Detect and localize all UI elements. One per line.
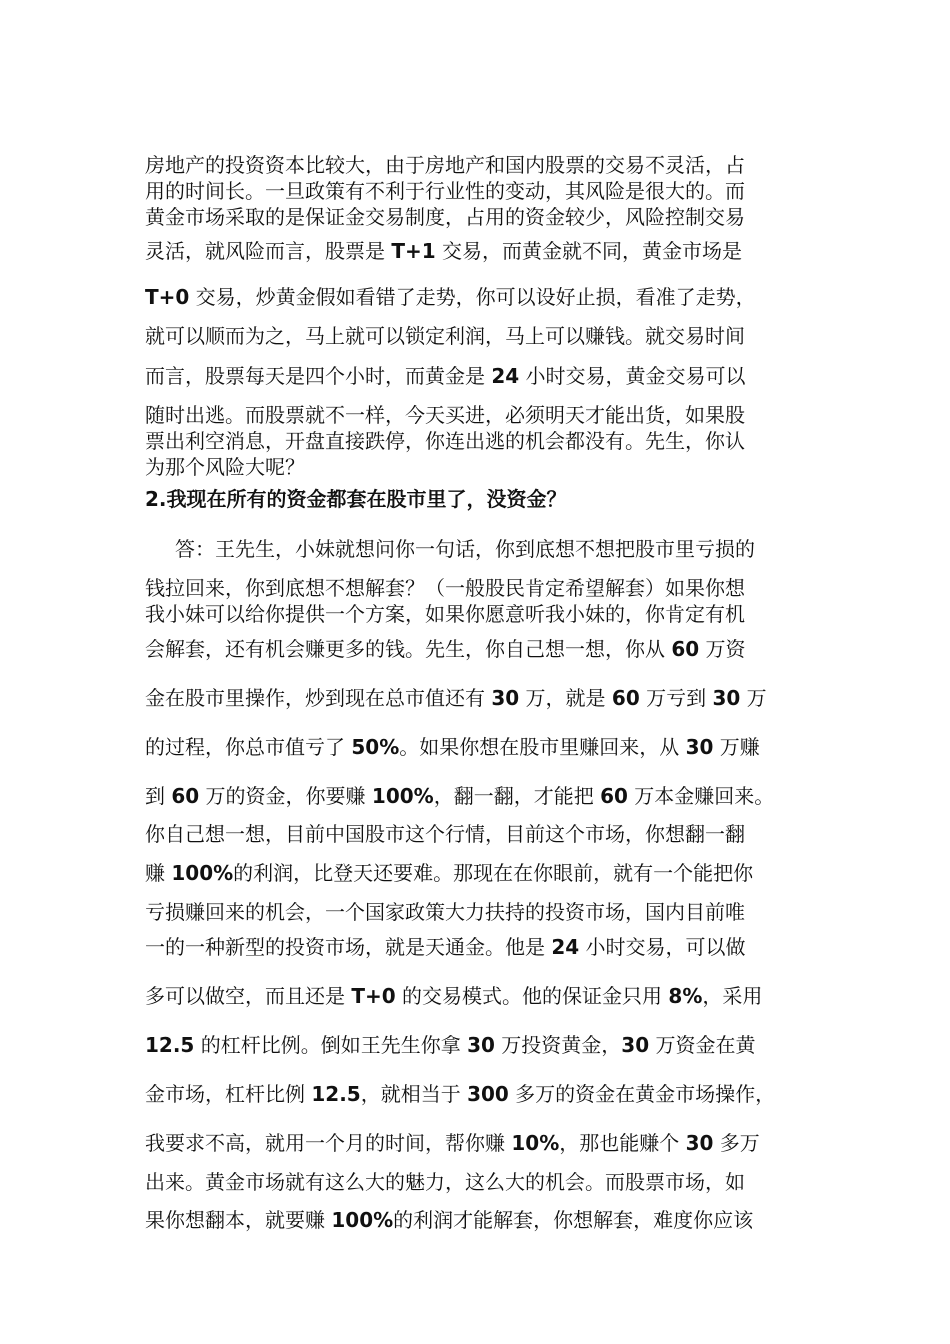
text-line-15: 会解套，还有机会赚更多的钱。先生，你自己想一想，你从 60 万资 [145,637,746,661]
text-line-10: 为那个风险大呢？ [145,455,305,479]
text-line-21: 亏损赚回来的机会，一个国家政策大力扶持的投资市场，国内目前唯 [145,900,745,924]
text-line-19: 你自己想一想，目前中国股市这个行情，目前这个市场，你想翻一翻 [145,822,745,846]
text-line-28: 果你想翻本，就要赚 100%的利润才能解套，你想解套，难度你应该 [145,1208,754,1232]
text-line-5: T+0 交易，炒黄金假如看错了走势，你可以设好止损，看准了走势， [145,285,756,309]
text-line-16: 金在股市里操作，炒到现在总市值还有 30 万，就是 60 万亏到 30 万 [145,686,767,710]
text-line-8: 随时出逃。而股票就不一样，今天买进，必须明天才能出货，如果股 [145,403,745,427]
text-line-9: 票出利空消息，开盘直接跌停，你连出逃的机会都没有。先生，你认 [145,429,745,453]
text-line-22: 一的一种新型的投资市场，就是天通金。他是 24 小时交易，可以做 [145,935,746,959]
text-line-17: 的过程，你总市值亏了 50%。如果你想在股市里赚回来，从 30 万赚 [145,735,760,759]
text-line-25: 金市场，杠杆比例 12.5，就相当于 300 多万的资金在黄金市场操作， [145,1082,776,1106]
text-line-1: 房地产的投资资本比较大，由于房地产和国内股票的交易不灵活，占 [145,153,745,177]
text-line-26: 我要求不高，就用一个月的时间，帮你赚 10%，那也能赚个 30 多万 [145,1131,760,1155]
text-line-12: 答：王先生，小妹就想问你一句话，你到底想不想把股市里亏损的 [175,537,755,561]
text-line-2: 用的时间长。一旦政策有不利于行业性的变动，其风险是很大的。而 [145,179,745,203]
question-heading: 2.我现在所有的资金都套在股市里了，没资金？ [145,487,567,511]
text-line-24: 12.5 的杠杆比例。倒如王先生你拿 30 万投资黄金，30 万资金在黄 [145,1033,756,1057]
text-line-6: 就可以顺而为之，马上就可以锁定利润，马上可以赚钱。就交易时间 [145,324,745,348]
text-line-13: 钱拉回来，你到底想不想解套？（一般股民肯定希望解套）如果你想 [145,576,745,600]
text-line-7: 而言，股票每天是四个小时，而黄金是 24 小时交易，黄金交易可以 [145,364,746,388]
text-line-14: 我小妹可以给你提供一个方案，如果你愿意听我小妹的，你肯定有机 [145,602,745,626]
text-line-20: 赚 100%的利润，比登天还要难。那现在在你眼前，就有一个能把你 [145,861,754,885]
text-line-18: 到 60 万的资金，你要赚 100%，翻一翻，才能把 60 万本金赚回来。 [145,784,775,808]
text-line-23: 多可以做空，而且还是 T+0 的交易模式。他的保证金只用 8%，采用 [145,984,763,1008]
text-line-3: 黄金市场采取的是保证金交易制度，占用的资金较少，风险控制交易 [145,205,745,229]
text-line-4: 灵活，就风险而言，股票是 T+1 交易，而黄金就不同，黄金市场是 [145,239,743,263]
text-line-27: 出来。黄金市场就有这么大的魅力，这么大的机会。而股票市场，如 [145,1170,745,1194]
